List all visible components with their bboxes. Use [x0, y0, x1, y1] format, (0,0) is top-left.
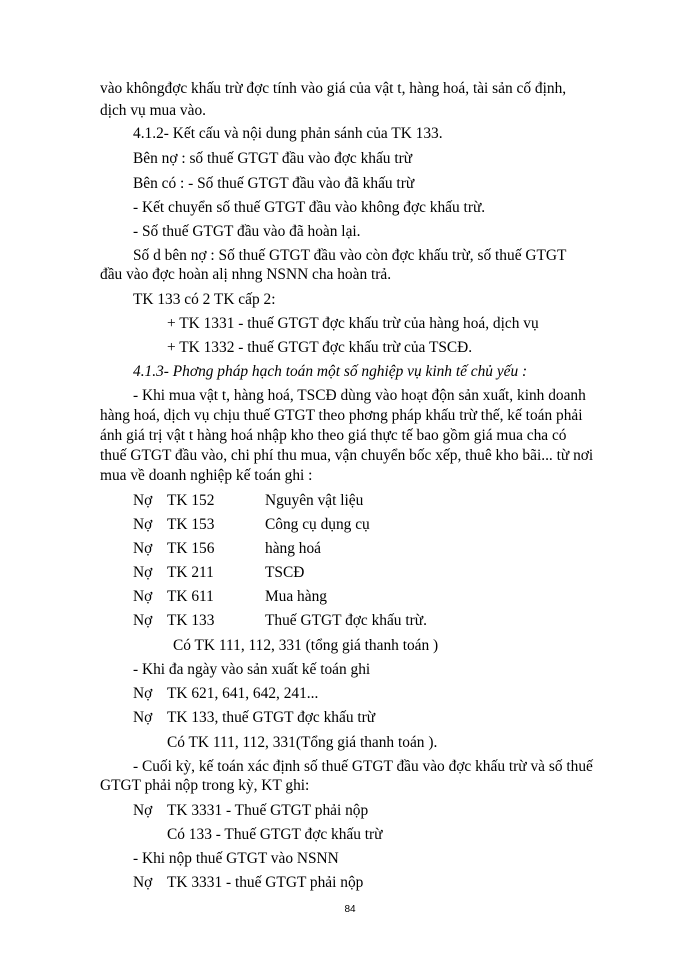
- text-line: Bên có : - Số thuế GTGT đầu vào đã khấu trừ: [133, 175, 415, 192]
- debit-label: Nợ: [133, 564, 153, 581]
- account-desc: Mua hàng: [265, 588, 327, 605]
- debit-label: Nợ: [133, 612, 153, 629]
- text-line: mua về doanh nghiệp kế toán ghi :: [100, 467, 313, 484]
- debit-label: Nợ: [133, 874, 153, 891]
- text-line: ánh giá trị vật t hàng hoá nhập kho theo giá thực tế bao gồm giá mua cha có: [100, 427, 567, 444]
- text-line: hàng hoá, dịch vụ chịu thuế GTGT theo phơng pháp khấu trừ thế, kế toán phải: [100, 407, 583, 424]
- entry-line: TK 621, 641, 642, 241...: [167, 685, 319, 702]
- section-heading: 4.1.3- Phơng pháp hạch toán một số nghiệp vụ kinh tế chủ yếu :: [133, 363, 528, 380]
- debit-label: Nợ: [133, 709, 153, 726]
- account-code: TK 133: [167, 612, 215, 629]
- account-code: TK 152: [167, 492, 215, 509]
- account-code: TK 211: [167, 564, 214, 581]
- entry-line: TK 133, thuế GTGT đợc khấu trừ: [167, 709, 376, 726]
- text-line: - Số thuế GTGT đầu vào đã hoàn lại.: [133, 223, 361, 240]
- account-desc: TSCĐ: [265, 564, 305, 581]
- entry-line: TK 3331 - thuế GTGT phải nộp: [167, 874, 364, 891]
- text-line: thuế GTGT đầu vào, chi phí thu mua, vận chuyển bốc xếp, thuê kho bãi... từ nơi: [100, 447, 594, 464]
- text-line: GTGT phải nộp trong kỳ, KT ghi:: [100, 777, 310, 794]
- text-line: - Khi mua vật t, hàng hoá, TSCĐ dùng vào hoạt độn sản xuất, kinh doanh: [133, 387, 586, 404]
- section-heading: 4.1.2- Kết cấu và nội dung phản sánh của TK 133.: [133, 125, 443, 142]
- text-line: dịch vụ mua vào.: [100, 102, 206, 119]
- list-item: + TK 1331 - thuế GTGT đợc khấu trừ của hàng hoá, dịch vụ: [167, 315, 539, 332]
- page-number: 84: [344, 904, 356, 915]
- debit-label: Nợ: [133, 492, 153, 509]
- credit-line: Có TK 111, 112, 331 (tổng giá thanh toán ): [173, 637, 439, 654]
- text-line: - Kết chuyển số thuế GTGT đầu vào không đợc khấu trừ.: [133, 199, 486, 216]
- credit-line: Có TK 111, 112, 331(Tổng giá thanh toán ).: [167, 734, 438, 751]
- account-code: TK 156: [167, 540, 215, 557]
- account-desc: Nguyên vật liệu: [265, 492, 364, 509]
- text-line: vào khôngđợc khấu trừ đợc tính vào giá của vật t, hàng hoá, tài sản cố định,: [100, 80, 567, 97]
- account-desc: Thuế GTGT đợc khấu trừ.: [265, 612, 427, 629]
- debit-label: Nợ: [133, 516, 153, 533]
- text-line: Bên nợ : số thuế GTGT đầu vào đợc khấu trừ: [133, 150, 413, 167]
- text-line: - Khi nộp thuế GTGT vào NSNN: [133, 850, 339, 867]
- text-line: TK 133 có 2 TK cấp 2:: [133, 291, 276, 308]
- debit-label: Nợ: [133, 802, 153, 819]
- text-line: đầu vào đợc hoàn alị nhng NSNN cha hoàn trả.: [100, 266, 392, 283]
- account-code: TK 611: [167, 588, 214, 605]
- list-item: + TK 1332 - thuế GTGT đợc khấu trừ của TSCĐ.: [167, 339, 473, 356]
- account-desc: hàng hoá: [265, 540, 321, 557]
- debit-label: Nợ: [133, 588, 153, 605]
- debit-label: Nợ: [133, 540, 153, 557]
- debit-label: Nợ: [133, 685, 153, 702]
- text-line: - Cuối kỳ, kế toán xác định số thuế GTGT đầu vào đợc khấu trừ và số thuế: [133, 758, 593, 775]
- text-line: Số d bên nợ : Số thuế GTGT đầu vào còn đợc khấu trừ, số thuế GTGT: [133, 247, 567, 264]
- entry-line: TK 3331 - Thuế GTGT phải nộp: [167, 802, 369, 819]
- account-code: TK 153: [167, 516, 215, 533]
- credit-line: Có 133 - Thuế GTGT đợc khấu trừ: [167, 826, 383, 843]
- account-desc: Công cụ dụng cụ: [265, 516, 370, 533]
- text-line: - Khi đa ngày vào sản xuất kế toán ghi: [133, 661, 371, 678]
